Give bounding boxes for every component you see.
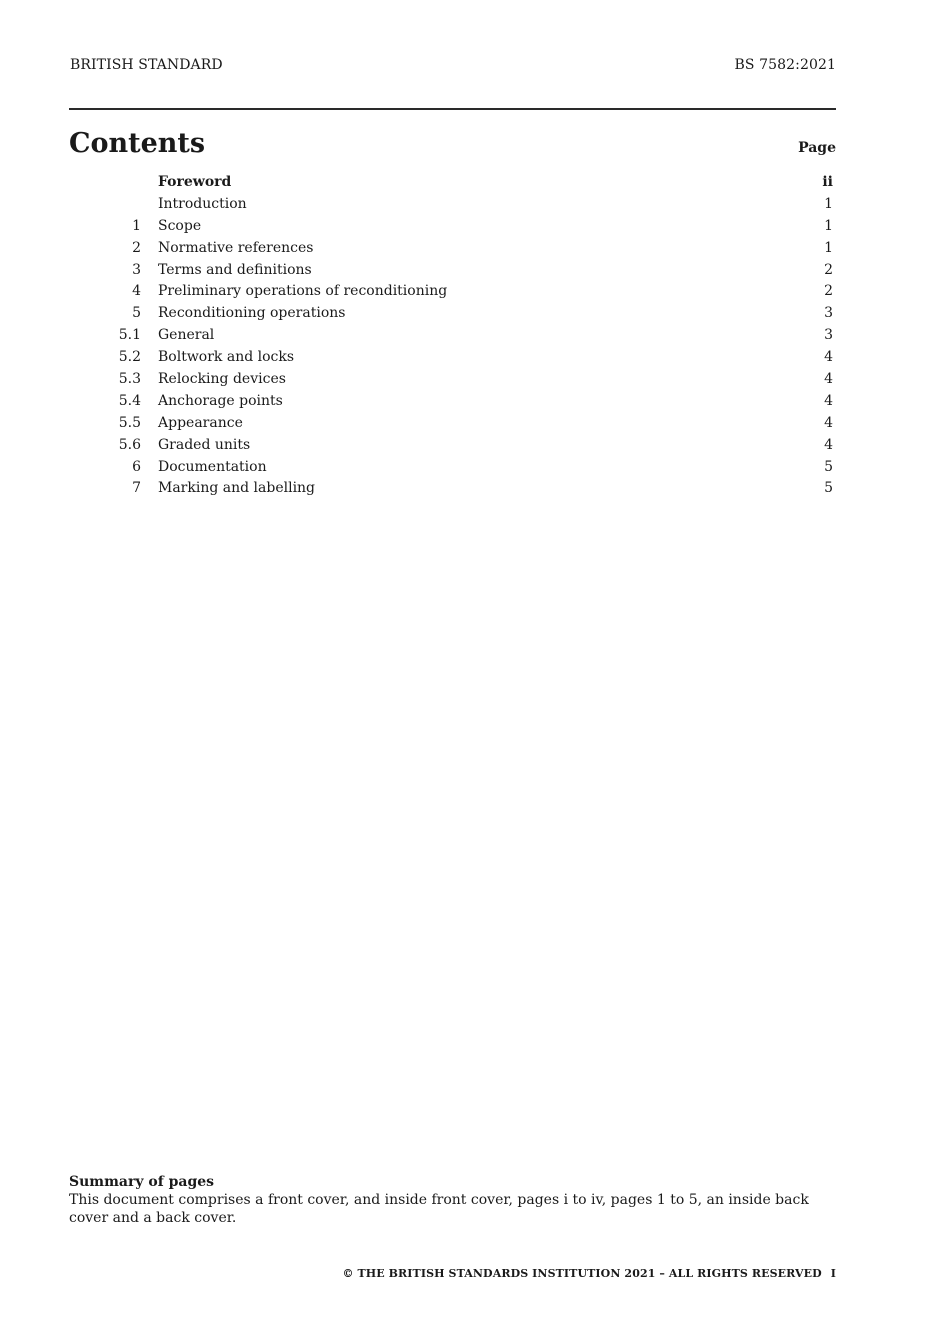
toc-entry-page: 1 bbox=[824, 195, 833, 212]
toc-entry-page: 4 bbox=[824, 392, 833, 409]
summary-heading: Summary of pages bbox=[69, 1174, 215, 1190]
toc-entry-page: ii bbox=[822, 174, 833, 190]
toc-entry-number: 2 bbox=[132, 239, 141, 256]
toc-entry-anchorage-points[interactable] bbox=[69, 393, 836, 415]
toc-entry-number: 5.2 bbox=[118, 349, 141, 366]
toc-entry-title: Normative references bbox=[158, 239, 314, 256]
toc-entry-number: 7 bbox=[132, 480, 141, 497]
toc-entry-number: 5.3 bbox=[118, 371, 141, 388]
toc-entry-title: Introduction bbox=[158, 195, 247, 212]
contents-heading bbox=[69, 128, 836, 159]
toc-entry-title: Graded units bbox=[158, 436, 251, 453]
toc-entry-title: Preliminary operations of reconditioning bbox=[158, 283, 448, 300]
toc-entry-title: Anchorage points bbox=[158, 392, 283, 409]
toc-entry-number: 6 bbox=[132, 458, 141, 475]
toc-entry-appearance[interactable] bbox=[69, 415, 836, 437]
toc-entry-page: 3 bbox=[824, 305, 833, 322]
toc-entry-page: 5 bbox=[824, 458, 833, 475]
toc-entry-page: 3 bbox=[824, 327, 833, 344]
summary-of-pages bbox=[69, 1173, 836, 1227]
toc-entry-number: 5.1 bbox=[118, 327, 141, 344]
header-publication-type: BRITISH STANDARD bbox=[70, 57, 223, 73]
toc-entry-title: Terms and definitions bbox=[158, 261, 312, 278]
toc-entry-scope[interactable] bbox=[69, 218, 836, 240]
toc-entry-number: 1 bbox=[132, 217, 141, 234]
summary-text: This document comprises a front cover, and inside front cover, pages i to iv, pages 1 to 5, an inside back cover and a back cover. bbox=[69, 1192, 809, 1226]
toc-entry-foreword[interactable] bbox=[69, 174, 836, 196]
toc-entry-number: 5.4 bbox=[118, 392, 141, 409]
page-number: I bbox=[830, 1267, 836, 1280]
toc-entry-relocking-devices[interactable] bbox=[69, 371, 836, 393]
toc-entry-page: 4 bbox=[824, 436, 833, 453]
table-of-contents bbox=[69, 174, 836, 502]
header-divider bbox=[69, 108, 836, 110]
toc-entry-page: 4 bbox=[824, 371, 833, 388]
toc-entry-number: 4 bbox=[132, 283, 141, 300]
toc-entry-title: Documentation bbox=[158, 458, 267, 475]
toc-entry-title: General bbox=[158, 327, 215, 344]
toc-entry-page: 4 bbox=[824, 349, 833, 366]
toc-entry-introduction[interactable] bbox=[69, 196, 836, 218]
toc-entry-number: 5 bbox=[132, 305, 141, 322]
toc-entry-reconditioning-operations[interactable] bbox=[69, 305, 836, 327]
toc-entry-terms-and-definitions[interactable] bbox=[69, 262, 836, 284]
toc-entry-preliminary-operations[interactable] bbox=[69, 283, 836, 305]
toc-entry-title: Marking and labelling bbox=[158, 480, 316, 497]
copyright-notice: © THE BRITISH STANDARDS INSTITUTION 2021 – ALL RIGHTS RESERVED bbox=[342, 1267, 822, 1280]
toc-entry-title: Scope bbox=[158, 217, 202, 234]
toc-entry-number: 5.6 bbox=[118, 436, 141, 453]
running-header bbox=[70, 57, 836, 73]
toc-entry-page: 2 bbox=[824, 261, 833, 278]
toc-entry-general[interactable] bbox=[69, 327, 836, 349]
toc-entry-boltwork-and-locks[interactable] bbox=[69, 349, 836, 371]
toc-entry-title: Relocking devices bbox=[158, 371, 286, 388]
toc-entry-graded-units[interactable] bbox=[69, 437, 836, 459]
toc-entry-marking-and-labelling[interactable] bbox=[69, 480, 836, 502]
toc-entry-page: 5 bbox=[824, 480, 833, 497]
header-standard-number: BS 7582:2021 bbox=[734, 57, 836, 73]
toc-entry-title: Appearance bbox=[158, 414, 243, 431]
toc-entry-title: Reconditioning operations bbox=[158, 305, 346, 322]
toc-entry-number: 5.5 bbox=[118, 414, 141, 431]
toc-entry-title: Foreword bbox=[158, 174, 232, 190]
page-footer bbox=[342, 1267, 836, 1280]
toc-entry-documentation[interactable] bbox=[69, 459, 836, 481]
toc-entry-normative-references[interactable] bbox=[69, 240, 836, 262]
toc-entry-title: Boltwork and locks bbox=[158, 349, 295, 366]
toc-entry-page: 1 bbox=[824, 239, 833, 256]
toc-entry-page: 4 bbox=[824, 414, 833, 431]
page-column-label: Page bbox=[798, 140, 836, 156]
toc-entry-page: 1 bbox=[824, 217, 833, 234]
toc-entry-page: 2 bbox=[824, 283, 833, 300]
toc-entry-number: 3 bbox=[132, 261, 141, 278]
page-title: Contents bbox=[69, 128, 206, 159]
